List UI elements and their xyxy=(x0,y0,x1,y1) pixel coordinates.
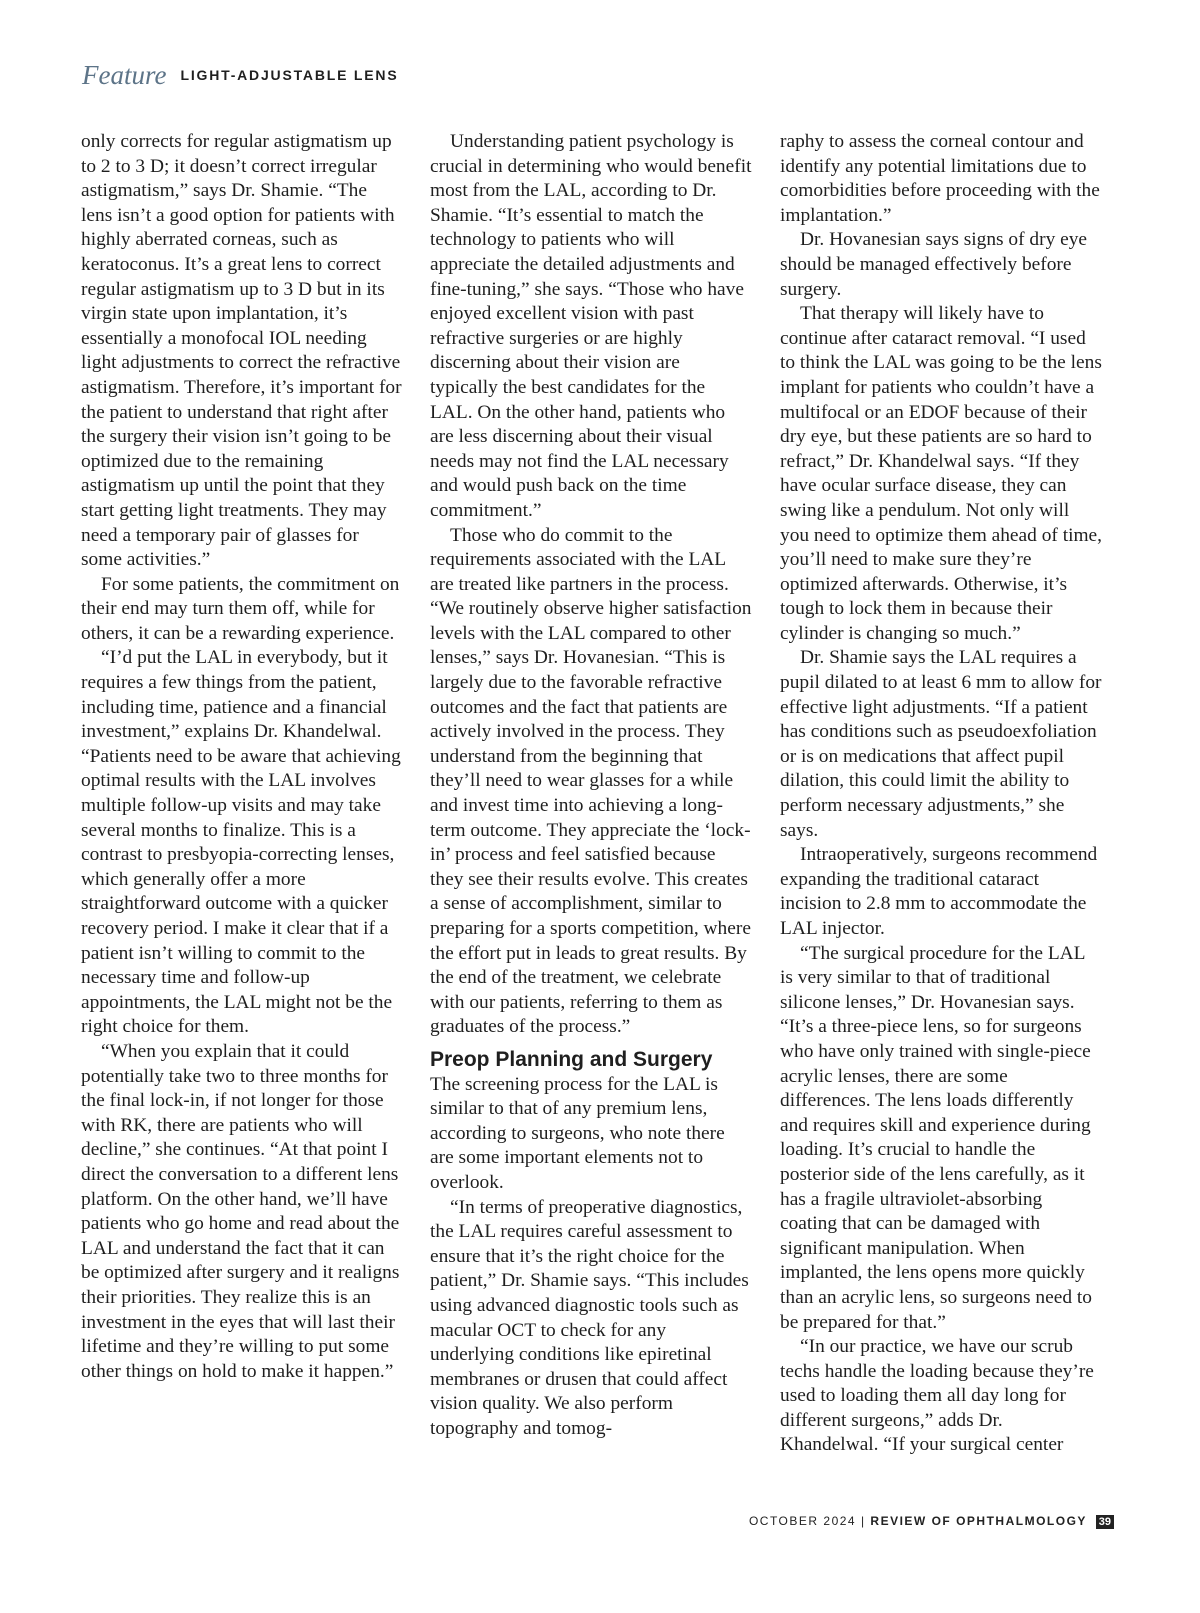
paragraph: Understanding patient psychology is crucial in determining who would benefit most from the LAL, according to Dr. Shamie. “It’s essential to match the technology to patients who will appreciate the detailed adjustments and fine-tuning,” she says. “Those who have enjoyed excellent vision with past refractive surgeries or are highly discerning about their vision are typically the best candidates for the LAL. On the other hand, patients who are less discerning about their visual needs may not find the LAL necessary and would push back on the time commitment.” xyxy=(430,131,752,521)
paragraph: For some patients, the commitment on their end may turn them off, while for others, it can be a rewarding experience. xyxy=(81,573,400,644)
footer-separator: | xyxy=(860,1514,866,1528)
article-column-3 xyxy=(780,130,1102,1458)
paragraph: That therapy will likely have to continue after cataract removal. “I used to think the LAL was going to be the lens implant for patients who couldn’t have a multifocal or an EDOF because of their dry eye, but these patients are so hard to refract,” Dr. Khandelwal says. “If they have ocular surface disease, they can swing like a pendulum. Not only will you need to optimize them ahead of time, you’ll need to make sure they’re optimized afterwards. Otherwise, it’s tough to lock them in because their cylinder is changing so much.” xyxy=(780,303,1103,644)
article-column-1 xyxy=(81,130,403,1384)
paragraph: Dr. Shamie says the LAL requires a pupil dilated to at least 6 mm to allow for effective light adjustments. “If a patient has conditions such as pseudoexfoliation or is on medications that affect pupil dilation, this could limit the ability to perform necessary adjustments,” she says. xyxy=(780,647,1102,841)
page-footer xyxy=(749,1514,1114,1529)
article-column-2 xyxy=(430,130,752,1441)
paragraph: “The surgical procedure for the LAL is very similar to that of traditional silicone lenses,” Dr. Hovanesian says. “It’s a three-piece lens, so for surgeons who have only trained with single-piece acrylic lenses, there are some differences. The lens loads differently and requires skill and experience during loading. It’s crucial to handle the posterior side of the lens carefully, as it has a fragile ultraviolet-absorbing coating that can be damaged with significant manipulation. When implanted, the lens opens more quickly than an acrylic lens, so surgeons need to be prepared for that.” xyxy=(780,942,1092,1333)
paragraph: raphy to assess the corneal contour and identify any potential limitations due to comorbidities before proceeding with the implantation.” xyxy=(780,131,1100,226)
issue-date: OCTOBER 2024 xyxy=(748,1514,857,1528)
paragraph: Those who do commit to the requirements associated with the LAL are treated like partners in the process. “We routinely observe higher satisfaction levels with the LAL compared to other lenses,” says Dr. Hovanesian. “This is largely due to the favorable refractive outcomes and the fact that patients are actively involved in the process. They understand from the beginning that they’ll need to wear glasses for a while and invest time into achieving a long-term outcome. They appreciate the ‘lock-in’ process and feel satisfied because they see their results evolve. This creates a sense of accomplishment, similar to preparing for a sports competition, where the effort put in leads to great results. By the end of the treatment, we celebrate with our patients, referring to them as graduates of the process.” xyxy=(430,524,752,1038)
section-title: LIGHT-ADJUSTABLE LENS xyxy=(180,67,399,83)
paragraph: “I’d put the LAL in everybody, but it requires a few things from the patient, including time, patience and a financial investment,” explains Dr. Khandelwal. “Patients need to be aware that achieving optimal results with the LAL involves multiple follow-up visits and may take several months to finalize. This is a contrast to presbyopia-correcting lenses, which generally offer a more straightforward outcome with a quicker recovery period. I make it clear that if a patient isn’t willing to commit to the necessary time and follow-up appointments, the LAL might not be the right choice for them. xyxy=(81,647,401,1038)
page-number: 39 xyxy=(1096,1515,1114,1529)
paragraph: “When you explain that it could potentially take two to three months for the final lock-in, if not longer for those with RK, there are patients who will decline,” she continues. “At that point I direct the conversation to a different lens platform. On the other hand, we’ll have patients who go home and read about the LAL and understand the fact that it can be optimized after surgery and it realigns their priorities. They realize this is an investment in the eyes that will last their lifetime and they’re willing to put some other things on hold to make it happen.” xyxy=(81,1040,400,1382)
paragraph: “In our practice, we have our scrub techs handle the loading because they’re used to loading them all day long for different surgeons,” adds Dr. Khandelwal. “If your surgical center xyxy=(780,1336,1094,1456)
feature-label: Feature xyxy=(82,60,167,90)
running-header xyxy=(82,60,398,91)
subheading: Preop Planning and Surgery xyxy=(430,1047,713,1071)
magazine-name: REVIEW OF OPHTHALMOLOGY xyxy=(870,1514,1087,1528)
paragraph: only corrects for regular astigmatism up to 2 to 3 D; it doesn’t correct irregular astigmatism,” says Dr. Shamie. “The lens isn’t a good option for patients with highly aberrated corneas, such as keratoconus. It’s a great lens to correct regular astigmatism up to 3 D but in its virgin state upon implantation, it’s essentially a monofocal IOL needing light adjustments to correct the refractive astigmatism. Therefore, it’s important for the patient to understand that right after the surgery their vision isn’t going to be optimized due to the remaining astigmatism up until the point that they start getting light treatments. They may need a temporary pair of glasses for some activities.” xyxy=(81,131,402,571)
paragraph: The screening process for the LAL is similar to that of any premium lens, according to surgeons, who note there are some important elements not to overlook. xyxy=(430,1073,725,1193)
paragraph: “In terms of preoperative diagnostics, the LAL requires careful assessment to ensure that it’s the right choice for the patient,” Dr. Shamie says. “This includes using advanced diagnostic tools such as macular OCT to check for any underlying conditions like epiretinal membranes or drusen that could affect vision quality. We also perform topography and tomog- xyxy=(430,1196,749,1439)
paragraph: Dr. Hovanesian says signs of dry eye should be managed effectively before surgery. xyxy=(780,229,1088,300)
paragraph: Intraoperatively, surgeons recommend expanding the traditional cataract incision to 2.8 mm to accommodate the LAL injector. xyxy=(780,844,1098,939)
